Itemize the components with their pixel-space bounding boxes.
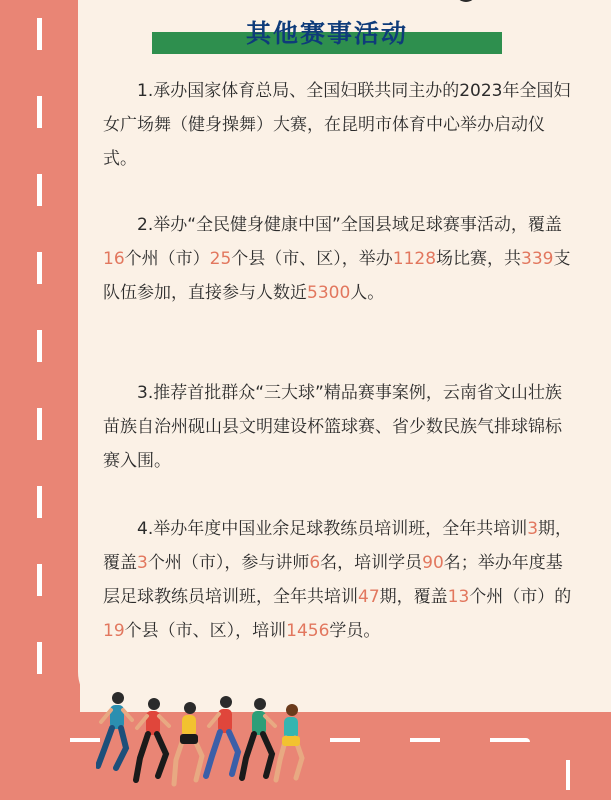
paragraph-text: 场比赛，共 <box>436 249 522 269</box>
runner-icon <box>276 704 302 780</box>
runner-icon <box>136 698 169 780</box>
highlight-number: 1128 <box>392 249 437 269</box>
highlight-number: 5300 <box>307 283 351 303</box>
paragraph-text: 期，覆盖 <box>103 519 573 573</box>
road-dash <box>37 96 42 128</box>
runner-icon <box>242 698 275 778</box>
paragraph-text: 1.承办国家体育总局、全国妇联共同主办的2023年全国妇女广场舞（健身操舞）大赛，在昆明市体育中心举办启动仪式。 <box>103 81 571 169</box>
highlight-number: 25 <box>209 249 232 269</box>
paragraph-text: 人。 <box>350 283 385 303</box>
highlight-number: 1456 <box>286 621 330 641</box>
paragraph-text: 个州（市） <box>124 249 210 269</box>
road-dash <box>37 174 42 206</box>
road-dash <box>37 18 42 50</box>
paragraph-1 <box>103 74 573 176</box>
road-dash <box>37 642 42 674</box>
runner-icon <box>206 696 238 776</box>
runner-icon <box>98 692 132 768</box>
paragraph-text: 个县（市、区），培训 <box>124 621 287 641</box>
road-dash <box>37 330 42 362</box>
road-dash <box>37 252 42 284</box>
highlight-number: 47 <box>358 587 380 607</box>
road-dash <box>37 486 42 518</box>
highlight-number: 16 <box>103 249 125 269</box>
road-dash <box>330 738 360 742</box>
paragraph-text: 期，覆盖 <box>379 587 448 607</box>
runner-icon <box>174 702 202 784</box>
paragraph-text: 名，培训学员 <box>320 553 423 573</box>
road-dash <box>37 564 42 596</box>
paragraph-text: 学员。 <box>329 621 381 641</box>
paragraph-4 <box>103 512 573 648</box>
runners-illustration <box>96 688 306 793</box>
road-dash <box>490 738 530 742</box>
road-dash <box>566 760 570 790</box>
paragraph-text: 名；举办年度基层足球教练员培训班，全年共培训 <box>103 553 563 607</box>
paragraph-text: 4.举办年度中国业余足球教练员培训班，全年共培训 <box>137 519 528 539</box>
highlight-number: 6 <box>309 553 321 573</box>
paragraph-text: 2.举办“全民健身健康中国”全国县域足球赛事活动，覆盖 <box>137 215 562 235</box>
paragraph-text: 支队伍参加，直接参与人数近 <box>103 249 571 303</box>
paragraph-2 <box>103 208 573 310</box>
paragraph-text: 个州（市），参与讲师 <box>147 553 310 573</box>
highlight-number: 3 <box>527 519 539 539</box>
road-dash <box>410 738 440 742</box>
paragraph-text: 3.推荐首批群众“三大球”精品赛事案例，云南省文山壮族苗族自治州砚山县文明建设杯篮球赛、省少数民族气排球锦标赛入围。 <box>103 383 562 471</box>
highlight-number: 13 <box>447 587 470 607</box>
page-title: 其他赛事活动 <box>245 19 408 48</box>
paragraph-3 <box>103 376 573 478</box>
highlight-number: 3 <box>137 553 148 573</box>
highlight-number: 90 <box>422 553 444 573</box>
highlight-number: 19 <box>103 621 125 641</box>
highlight-number: 339 <box>521 249 554 269</box>
road-dash <box>37 408 42 440</box>
paragraph-text: 个县（市、区），举办 <box>231 249 393 269</box>
paragraph-text: 个州（市）的 <box>469 587 572 607</box>
